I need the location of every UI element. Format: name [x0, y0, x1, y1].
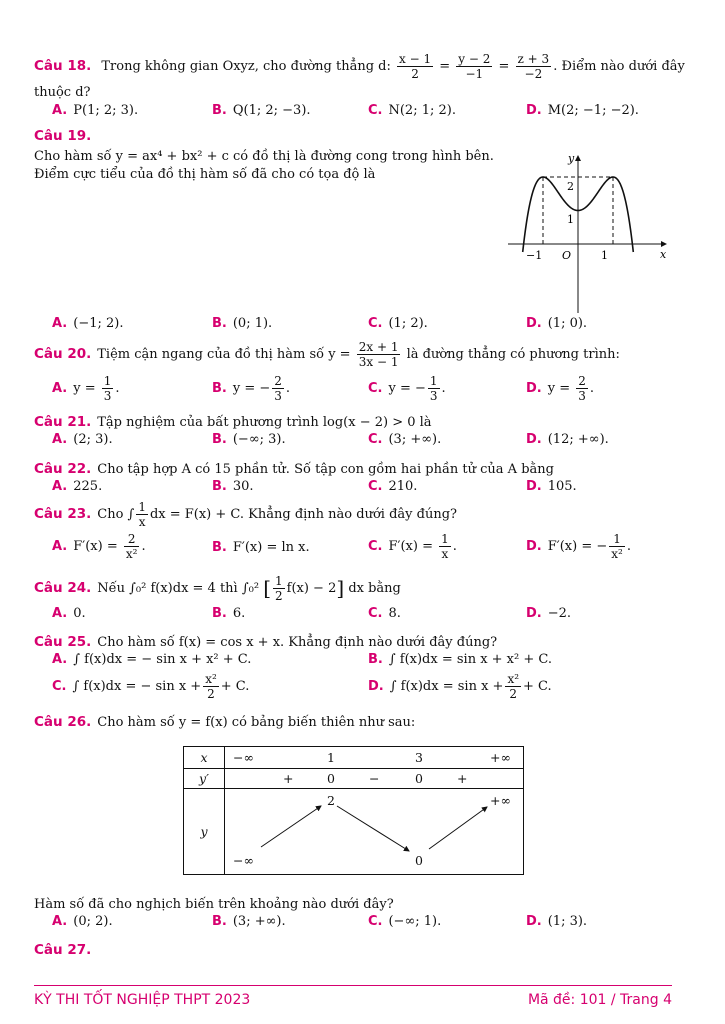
- option-b[interactable]: B. (−∞; 3).: [212, 432, 286, 447]
- option-d[interactable]: D. y = $\frac{2}{3}$ .: [526, 374, 595, 403]
- option-c[interactable]: C. ∫ f(x)dx = − sin x + $\frac{\text{x²}}{2}$ + C.: [52, 672, 250, 701]
- option-b[interactable]: B. Q(1; 2; −3).: [212, 103, 311, 118]
- question-19: Câu 19.: [34, 128, 92, 144]
- option-a[interactable]: A. (0; 2).: [52, 914, 113, 929]
- option-b[interactable]: B. F′(x) = ln x.: [212, 540, 310, 555]
- option-c[interactable]: C. N(2; 1; 2).: [368, 103, 456, 118]
- question-text: Cho hàm số y = ax⁴ + bx² + c có đồ thị là đường cong trong hình bên.: [34, 149, 494, 164]
- fraction: $\frac{1}{x}$: [138, 500, 146, 529]
- option-d[interactable]: D. M(2; −1; −2).: [526, 103, 639, 118]
- sign-row: + 0 − 0 +: [225, 769, 524, 789]
- option-b[interactable]: B. (0; 1).: [212, 316, 273, 331]
- option-d[interactable]: D. −2.: [526, 606, 572, 621]
- question-26: Câu 26. Cho hàm số y = f(x) có bảng biến thiên như sau:: [34, 714, 416, 730]
- option-c[interactable]: C. y = − $\frac{1}{3}$ .: [368, 374, 446, 403]
- option-b[interactable]: B. ∫ f(x)dx = sin x + x² + C.: [368, 652, 553, 667]
- increase-arrow: [429, 807, 487, 849]
- fraction: $\frac{1}{2}$: [275, 574, 283, 603]
- fraction: $\frac{y - 2}{-1}$: [458, 52, 491, 81]
- option-c[interactable]: C. F′(x) = $\frac{1}{x}$ .: [368, 532, 457, 561]
- option-b[interactable]: B. 30.: [212, 479, 254, 494]
- option-a[interactable]: A. 0.: [52, 606, 86, 621]
- option-b[interactable]: B. 6.: [212, 606, 246, 621]
- variation-table: [183, 746, 524, 875]
- option-d[interactable]: D. ∫ f(x)dx = sin x + $\frac{\text{x²}}{2}$ + C.: [368, 672, 552, 701]
- decrease-arrow: [337, 806, 409, 851]
- table-header-yp: y′: [184, 769, 225, 789]
- fraction: $\frac{x - 1}{2}$: [399, 52, 432, 81]
- question-text: Hàm số đã cho nghịch biến trên khoảng nào dưới đây?: [34, 897, 394, 912]
- option-b[interactable]: B. (3; +∞).: [212, 914, 286, 929]
- question-text: Trong không gian Oxyz, cho đường thẳng d:: [101, 59, 391, 74]
- question-25: Câu 25. Cho hàm số f(x) = cos x + x. Khẳng định nào dưới đây đúng?: [34, 634, 498, 650]
- footer-exam-title: KỲ THI TỐT NGHIỆP THPT 2023: [34, 992, 251, 1008]
- trend-arrows: [225, 789, 523, 875]
- option-a[interactable]: A. (2; 3).: [52, 432, 113, 447]
- table-header-y: y: [184, 789, 225, 875]
- option-a[interactable]: A. P(1; 2; 3).: [52, 103, 139, 118]
- fraction: $\frac{z + 3}{-2}$: [517, 52, 550, 81]
- option-d[interactable]: D. F′(x) = − $\frac{1}{\text{x²}}$ .: [526, 532, 631, 561]
- option-a[interactable]: A. (−1; 2).: [52, 316, 124, 331]
- tick-label: −1: [526, 249, 543, 262]
- option-c[interactable]: C. (1; 2).: [368, 316, 428, 331]
- tick-label: 2: [567, 180, 574, 193]
- axis-label-y: y: [568, 152, 575, 165]
- option-c[interactable]: C. 8.: [368, 606, 401, 621]
- origin-label: O: [562, 249, 572, 262]
- question-text: . Điểm nào dưới đây: [553, 59, 685, 74]
- option-d[interactable]: D. (12; +∞).: [526, 432, 609, 447]
- option-d[interactable]: D. 105.: [526, 479, 577, 494]
- question-18: Câu 18. Trong không gian Oxyz, cho đường thẳng d: $\frac{x - 1}{2}$ = $\frac{y - 2}{-1}$ = $\frac{z + 3}{-2}$ . Điểm nào dưới đây: [34, 52, 685, 81]
- option-d[interactable]: D. (1; 3).: [526, 914, 588, 929]
- option-a[interactable]: A. y = $\frac{1}{3}$ .: [52, 374, 120, 403]
- question-27: Câu 27.: [34, 942, 92, 958]
- question-text: Điểm cực tiểu của đồ thị hàm số đã cho có tọa độ là: [34, 167, 376, 182]
- question-21: Câu 21. Tập nghiệm của bất phương trình log(x − 2) > 0 là: [34, 414, 432, 430]
- question-20: Câu 20. Tiệm cận ngang của đồ thị hàm số y = $\frac{2x + 1}{3x - 1}$ là đường thẳng có phương trình:: [34, 340, 620, 369]
- option-c[interactable]: C. (3; +∞).: [368, 432, 442, 447]
- option-c[interactable]: C. (−∞; 1).: [368, 914, 442, 929]
- fraction: $\frac{2x + 1}{3x - 1}$: [358, 340, 399, 369]
- increase-arrow: [261, 806, 321, 847]
- option-a[interactable]: A. F′(x) = $\frac{2}{\text{x²}}$ .: [52, 532, 146, 561]
- tick-label: 1: [567, 213, 574, 226]
- function-graph: [500, 148, 675, 316]
- tick-label: 1: [601, 249, 608, 262]
- footer-divider: [34, 985, 672, 986]
- axis-label-x: x: [660, 248, 667, 261]
- option-a[interactable]: A. ∫ f(x)dx = − sin x + x² + C.: [52, 652, 252, 667]
- x-values-row: −∞ 1 3 +∞: [225, 747, 524, 769]
- footer-page-info: Mã đề: 101 / Trang 4: [527, 992, 672, 1008]
- option-a[interactable]: A. 225.: [52, 479, 103, 494]
- option-b[interactable]: B. y = − $\frac{2}{3}$ .: [212, 374, 291, 403]
- question-label: Câu 18.: [34, 58, 92, 74]
- question-23: Câu 23. Cho ∫ $\frac{1}{x}$ dx = F(x) + C. Khẳng định nào dưới đây đúng?: [34, 500, 457, 529]
- option-c[interactable]: C. 210.: [368, 479, 418, 494]
- table-header-x: x: [184, 747, 225, 769]
- question-text-cont: thuộc d?: [34, 85, 91, 100]
- option-d[interactable]: D. (1; 0).: [526, 316, 588, 331]
- y-values-row: 2 +∞ −∞ 0: [225, 789, 524, 875]
- question-24: Câu 24. Nếu ∫₀² f(x)dx = 4 thì ∫₀² [ $\frac{1}{2}$ f(x) − 2] dx bằng: [34, 574, 401, 603]
- question-22: Câu 22. Cho tập hợp A có 15 phần tử. Số tập con gồm hai phần tử của A bằng: [34, 461, 554, 477]
